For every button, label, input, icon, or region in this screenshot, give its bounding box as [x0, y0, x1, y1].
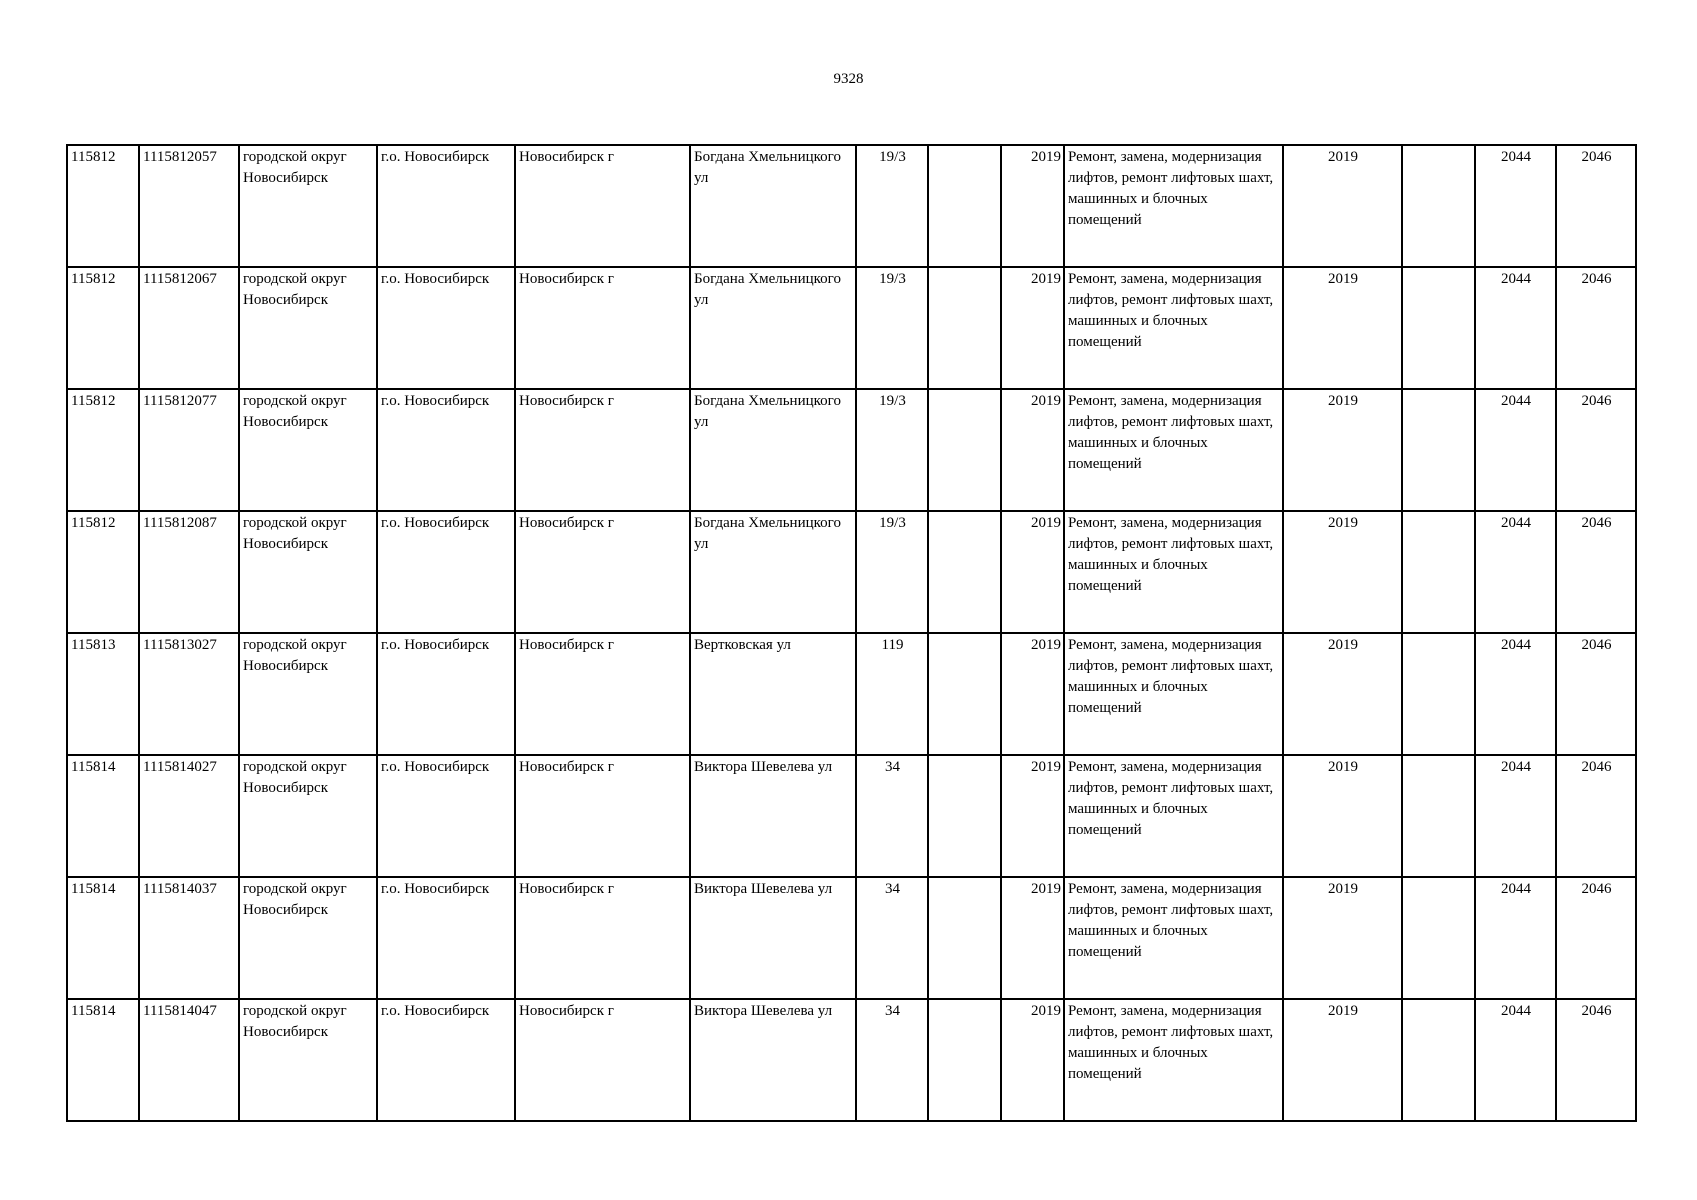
year-b-cell: 2046 — [1556, 755, 1636, 877]
empty-cell — [1402, 511, 1475, 633]
empty-cell — [928, 999, 1001, 1121]
table-row — [67, 755, 1636, 877]
year-cell: 2019 — [1001, 389, 1064, 511]
work-type-cell: Ремонт, замена, модернизация лифтов, ремонт лифтовых шахт, машинных и блочных помещений — [1064, 877, 1283, 999]
code-cell: 115812 — [67, 389, 139, 511]
year-a-cell: 2044 — [1475, 755, 1556, 877]
empty-cell — [1402, 389, 1475, 511]
municipality-cell: г.о. Новосибирск — [377, 633, 515, 755]
house-number-cell: 19/3 — [856, 267, 928, 389]
street-cell: Виктора Шевелева ул — [690, 999, 856, 1121]
city-cell: Новосибирск г — [515, 511, 690, 633]
work-year-cell: 2019 — [1283, 511, 1402, 633]
code-cell: 115812 — [67, 267, 139, 389]
year-b-cell: 2046 — [1556, 633, 1636, 755]
empty-cell — [1402, 145, 1475, 267]
id-cell: 1115812057 — [139, 145, 239, 267]
street-cell: Виктора Шевелева ул — [690, 877, 856, 999]
empty-cell — [1402, 267, 1475, 389]
municipality-cell: г.о. Новосибирск — [377, 877, 515, 999]
street-cell: Богдана Хмельницкого ул — [690, 145, 856, 267]
district-cell: городской округ Новосибирск — [239, 999, 377, 1121]
year-b-cell: 2046 — [1556, 999, 1636, 1121]
street-cell: Богдана Хмельницкого ул — [690, 267, 856, 389]
city-cell: Новосибирск г — [515, 389, 690, 511]
id-cell: 1115814027 — [139, 755, 239, 877]
district-cell: городской округ Новосибирск — [239, 877, 377, 999]
id-cell: 1115813027 — [139, 633, 239, 755]
empty-cell — [928, 145, 1001, 267]
district-cell: городской округ Новосибирск — [239, 511, 377, 633]
work-type-cell: Ремонт, замена, модернизация лифтов, ремонт лифтовых шахт, машинных и блочных помещений — [1064, 267, 1283, 389]
work-year-cell: 2019 — [1283, 633, 1402, 755]
table-row — [67, 999, 1636, 1121]
id-cell: 1115812067 — [139, 267, 239, 389]
year-a-cell: 2044 — [1475, 877, 1556, 999]
id-cell: 1115814037 — [139, 877, 239, 999]
year-cell: 2019 — [1001, 755, 1064, 877]
empty-cell — [928, 877, 1001, 999]
code-cell: 115814 — [67, 999, 139, 1121]
year-cell: 2019 — [1001, 145, 1064, 267]
city-cell: Новосибирск г — [515, 877, 690, 999]
year-b-cell: 2046 — [1556, 511, 1636, 633]
house-number-cell: 119 — [856, 633, 928, 755]
street-cell: Богдана Хмельницкого ул — [690, 511, 856, 633]
work-type-cell: Ремонт, замена, модернизация лифтов, ремонт лифтовых шахт, машинных и блочных помещений — [1064, 755, 1283, 877]
year-cell: 2019 — [1001, 267, 1064, 389]
table-body — [67, 145, 1636, 1121]
year-cell: 2019 — [1001, 877, 1064, 999]
municipality-cell: г.о. Новосибирск — [377, 267, 515, 389]
year-b-cell: 2046 — [1556, 145, 1636, 267]
work-year-cell: 2019 — [1283, 877, 1402, 999]
code-cell: 115814 — [67, 755, 139, 877]
work-type-cell: Ремонт, замена, модернизация лифтов, ремонт лифтовых шахт, машинных и блочных помещений — [1064, 633, 1283, 755]
work-year-cell: 2019 — [1283, 755, 1402, 877]
work-type-cell: Ремонт, замена, модернизация лифтов, ремонт лифтовых шахт, машинных и блочных помещений — [1064, 145, 1283, 267]
district-cell: городской округ Новосибирск — [239, 145, 377, 267]
code-cell: 115812 — [67, 511, 139, 633]
table-row — [67, 389, 1636, 511]
city-cell: Новосибирск г — [515, 999, 690, 1121]
registry-table — [66, 144, 1637, 1122]
table-row — [67, 633, 1636, 755]
code-cell: 115813 — [67, 633, 139, 755]
work-type-cell: Ремонт, замена, модернизация лифтов, ремонт лифтовых шахт, машинных и блочных помещений — [1064, 389, 1283, 511]
municipality-cell: г.о. Новосибирск — [377, 999, 515, 1121]
empty-cell — [1402, 633, 1475, 755]
code-cell: 115812 — [67, 145, 139, 267]
empty-cell — [1402, 999, 1475, 1121]
id-cell: 1115812077 — [139, 389, 239, 511]
house-number-cell: 34 — [856, 999, 928, 1121]
district-cell: городской округ Новосибирск — [239, 389, 377, 511]
table-row — [67, 511, 1636, 633]
city-cell: Новосибирск г — [515, 633, 690, 755]
street-cell: Богдана Хмельницкого ул — [690, 389, 856, 511]
work-year-cell: 2019 — [1283, 145, 1402, 267]
work-year-cell: 2019 — [1283, 999, 1402, 1121]
house-number-cell: 19/3 — [856, 511, 928, 633]
city-cell: Новосибирск г — [515, 267, 690, 389]
code-cell: 115814 — [67, 877, 139, 999]
house-number-cell: 19/3 — [856, 389, 928, 511]
year-a-cell: 2044 — [1475, 511, 1556, 633]
municipality-cell: г.о. Новосибирск — [377, 389, 515, 511]
empty-cell — [928, 511, 1001, 633]
year-b-cell: 2046 — [1556, 267, 1636, 389]
house-number-cell: 19/3 — [856, 145, 928, 267]
street-cell: Виктора Шевелева ул — [690, 755, 856, 877]
municipality-cell: г.о. Новосибирск — [377, 511, 515, 633]
year-a-cell: 2044 — [1475, 267, 1556, 389]
work-type-cell: Ремонт, замена, модернизация лифтов, ремонт лифтовых шахт, машинных и блочных помещений — [1064, 511, 1283, 633]
empty-cell — [928, 633, 1001, 755]
empty-cell — [928, 755, 1001, 877]
municipality-cell: г.о. Новосибирск — [377, 755, 515, 877]
house-number-cell: 34 — [856, 877, 928, 999]
empty-cell — [928, 389, 1001, 511]
district-cell: городской округ Новосибирск — [239, 755, 377, 877]
district-cell: городской округ Новосибирск — [239, 633, 377, 755]
year-b-cell: 2046 — [1556, 877, 1636, 999]
table-row — [67, 877, 1636, 999]
house-number-cell: 34 — [856, 755, 928, 877]
year-a-cell: 2044 — [1475, 999, 1556, 1121]
empty-cell — [928, 267, 1001, 389]
work-year-cell: 2019 — [1283, 267, 1402, 389]
street-cell: Вертковская ул — [690, 633, 856, 755]
year-cell: 2019 — [1001, 999, 1064, 1121]
empty-cell — [1402, 755, 1475, 877]
id-cell: 1115814047 — [139, 999, 239, 1121]
year-a-cell: 2044 — [1475, 145, 1556, 267]
table-row — [67, 267, 1636, 389]
table-row — [67, 145, 1636, 267]
city-cell: Новосибирск г — [515, 145, 690, 267]
year-b-cell: 2046 — [1556, 389, 1636, 511]
year-cell: 2019 — [1001, 633, 1064, 755]
empty-cell — [1402, 877, 1475, 999]
city-cell: Новосибирск г — [515, 755, 690, 877]
page-number: 9328 — [833, 71, 864, 87]
district-cell: городской округ Новосибирск — [239, 267, 377, 389]
id-cell: 1115812087 — [139, 511, 239, 633]
year-a-cell: 2044 — [1475, 389, 1556, 511]
year-cell: 2019 — [1001, 511, 1064, 633]
municipality-cell: г.о. Новосибирск — [377, 145, 515, 267]
work-type-cell: Ремонт, замена, модернизация лифтов, ремонт лифтовых шахт, машинных и блочных помещений — [1064, 999, 1283, 1121]
year-a-cell: 2044 — [1475, 633, 1556, 755]
work-year-cell: 2019 — [1283, 389, 1402, 511]
